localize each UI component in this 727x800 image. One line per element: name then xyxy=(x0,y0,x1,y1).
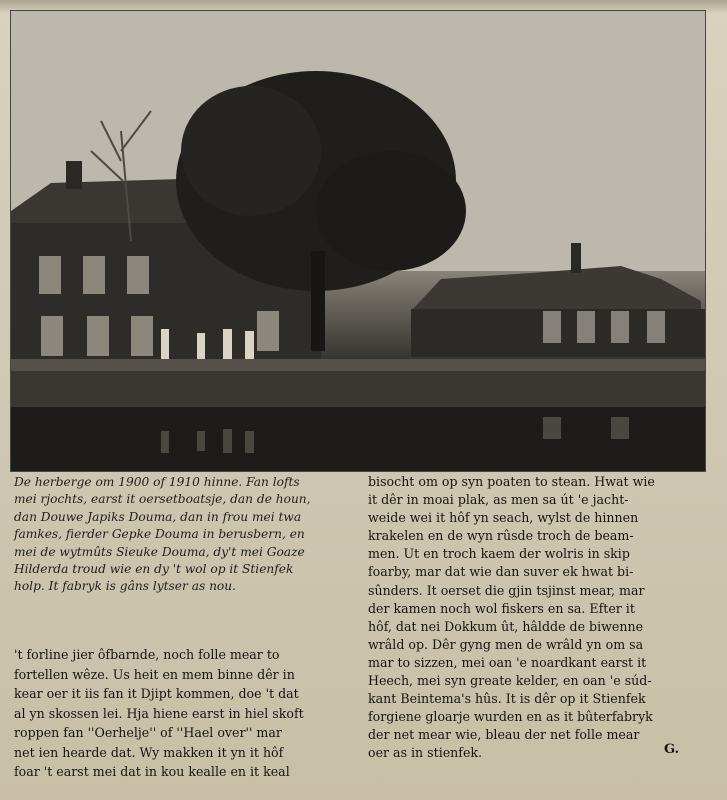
photo-illustration xyxy=(11,11,706,472)
article-text-right: bisocht om op syn poaten to stean. Hwat wie it dêr in moai plak, as men sa út 'e jacht- weide wei it hôf yn seach, wylst de hinnen krakelen en de wyn rûsde troch de beam- men. Ut en troch kaem der wolris in skip foarby, mar dat wie dan suver ek hwat bi- sûnders. It oerset die gjin tsjinst mear, mar der kamen noch wol fiskers en sa. Efter it hôf, dat nei Dokkum ût, hâldde de biwenne wrâld op. Dêr gyng men de wrâld yn om sa mar to sizzen, mei oan 'e noardkant earst it Heech, mei syn greate kelder, en oan 'e súd- kant Beintema's hûs. It is dêr op it Stienfek forgiene gloarje wurden en as it bûterfabryk der net mear wie, bleau der net folle mear oer as in stienfek. xyxy=(368,474,655,761)
article-text-left: 't forline jier ôfbarnde, noch folle mear to fortellen wêze. Us heit en mem binne dêr in kear oer it iis fan it Djipt kommen, doe 't dat al yn skossen lei. Hja hiene earst in hiel skoft roppen fan ''Oerhelje'' of ''Hael over'' mar net ien hearde dat. Wy makken it yn it hôf foar 't earst mei dat in kou kealle en it keal xyxy=(14,647,304,779)
author-signature: G. xyxy=(664,742,680,757)
photo-caption: De herberge om 1900 of 1910 hinne. Fan lofts mei rjochts, earst it oersetboatsje, dan de houn, dan Douwe Japiks Douma, dan in frou mei twa famkes, fierder Gepke Douma in berusbern, en mei de wytmûts Sieuke Douma, dy't mei Goaze Hilderda troud wie en dy 't wol op it Stienfek holp. It fabryk is gâns lytser as nou. xyxy=(14,475,311,594)
historic-photo xyxy=(10,10,706,472)
